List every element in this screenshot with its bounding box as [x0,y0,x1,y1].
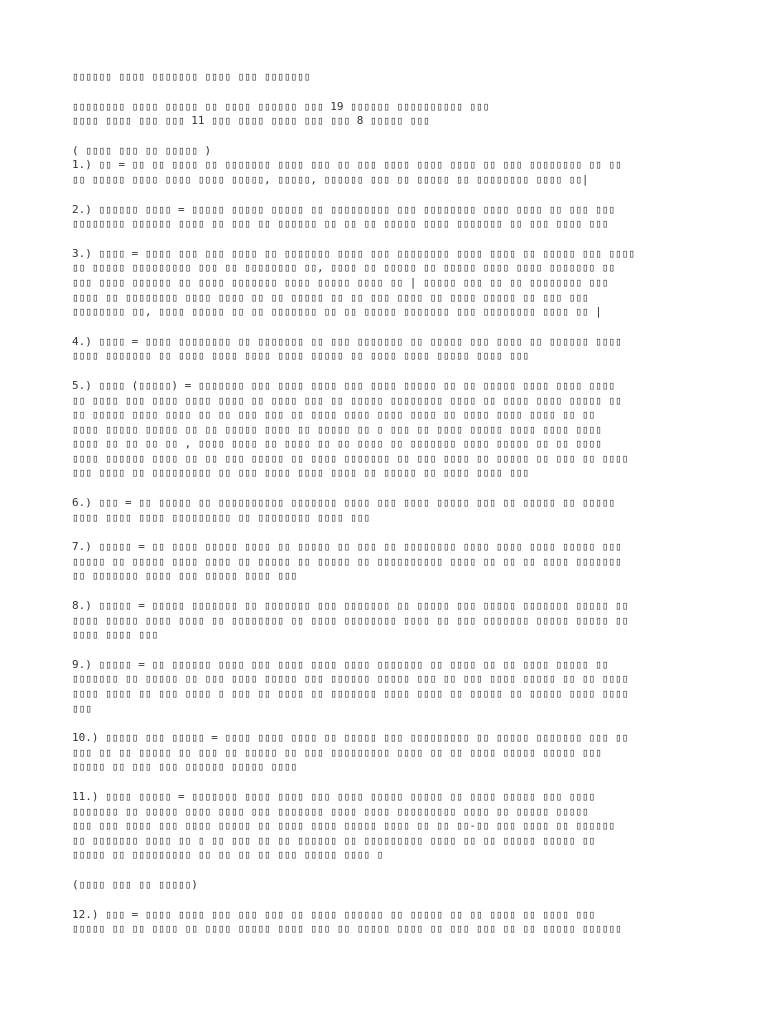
text-line: ▯▯▯▯▯ ▯▯ ▯▯▯ ▯▯▯ ▯▯▯▯▯▯ ▯▯▯▯▯ ▯▯▯▯ [72,760,298,774]
section-heading: (▯▯▯▯ ▯▯▯ ▯▯ ▯▯▯▯▯) [72,877,198,891]
text-line: 7.) ▯▯▯▯▯ = ▯▯ ▯▯▯▯ ▯▯▯▯▯ ▯▯▯▯ ▯▯ ▯▯▯▯▯ ▯▯ ▯▯▯ ▯▯ ▯▯▯▯▯▯▯▯ ▯▯▯▯ ▯▯▯▯ ▯▯▯▯ ▯▯▯▯▯ ▯▯▯ [72,540,622,554]
list-item-3 [72,247,702,320]
text-line: 1.) ▯▯ = ▯▯ ▯▯ ▯▯▯▯ ▯▯ ▯▯▯▯▯▯▯ ▯▯▯▯ ▯▯▯ ▯▯ ▯▯▯ ▯▯▯▯ ▯▯▯▯ ▯▯▯▯ ▯▯ ▯▯▯ ▯▯▯▯▯▯▯▯ ▯▯ ▯▯ [72,158,622,172]
text-line: ▯▯▯▯ ▯▯▯▯▯ ▯▯▯▯▯ ▯▯ ▯▯ ▯▯▯▯▯ ▯▯▯▯ ▯▯ ▯▯▯▯▯ ▯▯ ▯ ▯▯▯ ▯▯ ▯▯▯▯ ▯▯▯▯▯ ▯▯▯▯ ▯▯▯▯ ▯▯▯▯ [72,422,602,436]
text-line: ▯▯▯▯▯▯ ▯▯▯▯ ▯▯▯▯▯▯▯ ▯▯▯▯ ▯▯▯ ▯▯▯▯▯▯▯ [72,70,311,83]
list-item-11 [72,790,702,863]
text-line: ▯▯ ▯▯▯▯▯ ▯▯▯▯▯▯▯▯▯ ▯▯▯ ▯▯ ▯▯▯▯▯▯▯▯ ▯▯, ▯▯▯▯ ▯▯ ▯▯▯▯▯ ▯▯ ▯▯▯▯▯ ▯▯▯▯ ▯▯▯▯ ▯▯▯▯▯▯▯ ▯▯ [72,261,616,275]
text-line: 6.) ▯▯▯ = ▯▯ ▯▯▯▯▯ ▯▯ ▯▯▯▯▯▯▯▯▯▯ ▯▯▯▯▯▯▯ ▯▯▯▯ ▯▯▯ ▯▯▯▯ ▯▯▯▯▯ ▯▯▯ ▯▯ ▯▯▯▯▯ ▯▯ ▯▯▯▯▯ [72,496,616,510]
list-item-12 [72,908,702,937]
text-line: ▯▯▯▯▯ ▯▯ ▯▯ ▯▯▯▯ ▯▯ ▯▯▯▯ ▯▯▯▯▯ ▯▯▯▯ ▯▯▯ ▯▯ ▯▯▯▯▯ ▯▯▯▯ ▯▯ ▯▯▯ ▯▯▯ ▯▯ ▯▯ ▯▯▯▯▯ ▯▯▯▯▯▯ [72,922,622,936]
text-line: 9.) ▯▯▯▯▯ = ▯▯ ▯▯▯▯▯▯ ▯▯▯▯ ▯▯▯ ▯▯▯▯ ▯▯▯▯ ▯▯▯▯ ▯▯▯▯▯▯▯ ▯▯ ▯▯▯▯ ▯▯ ▯▯ ▯▯▯▯ ▯▯▯▯▯ ▯▯ [72,657,609,671]
text-line: ▯▯▯ ▯▯▯ ▯▯▯▯ ▯▯▯ ▯▯▯▯ ▯▯▯▯▯ ▯▯ ▯▯▯▯ ▯▯▯▯ ▯▯▯▯▯ ▯▯▯▯ ▯▯ ▯▯ ▯▯-▯▯ ▯▯▯ ▯▯▯▯ ▯▯ ▯▯▯▯▯▯ [72,819,616,833]
list-item-9 [72,658,702,716]
list-item-8 [72,599,702,643]
text-line: ▯▯▯▯▯ ▯▯ ▯▯▯▯▯ ▯▯▯▯ ▯▯▯▯ ▯▯ ▯▯▯▯▯ ▯▯ ▯▯▯▯▯ ▯▯ ▯▯▯▯▯▯▯▯▯▯ ▯▯▯▯ ▯▯ ▯▯ ▯▯ ▯▯▯▯ ▯▯▯▯▯▯▯ [72,554,622,568]
text-line: 3.) ▯▯▯▯ = ▯▯▯▯ ▯▯▯ ▯▯▯ ▯▯▯▯ ▯▯ ▯▯▯▯▯▯▯ ▯▯▯▯ ▯▯▯ ▯▯▯▯▯▯▯▯ ▯▯▯▯ ▯▯▯▯ ▯▯ ▯▯▯▯▯ ▯▯▯ ▯▯▯▯ [72,246,635,260]
text-line: 8.) ▯▯▯▯▯ = ▯▯▯▯▯ ▯▯▯▯▯▯▯ ▯▯ ▯▯▯▯▯▯▯ ▯▯▯ ▯▯▯▯▯▯▯ ▯▯ ▯▯▯▯▯ ▯▯▯ ▯▯▯▯▯ ▯▯▯▯▯▯▯ ▯▯▯▯▯ ▯▯ [72,599,629,613]
text-line: ▯▯▯▯ ▯▯▯▯ ▯▯▯ ▯▯▯ 11 ▯▯▯ ▯▯▯▯ ▯▯▯▯ ▯▯▯ ▯▯▯ 8 ▯▯▯▯▯ ▯▯▯ [72,114,430,128]
text-line: ▯▯ ▯▯▯▯▯ ▯▯▯▯ ▯▯▯▯ ▯▯ ▯▯ ▯▯▯ ▯▯▯ ▯▯ ▯▯▯▯ ▯▯▯▯ ▯▯▯▯ ▯▯▯▯ ▯▯ ▯▯▯▯ ▯▯▯▯ ▯▯▯▯ ▯▯ ▯▯ [72,408,596,422]
section-heading: ( ▯▯▯▯ ▯▯▯ ▯▯ ▯▯▯▯▯ ) [72,143,212,157]
text-line: ▯▯▯▯▯▯▯ ▯▯ ▯▯▯▯▯ ▯▯▯▯ ▯▯▯▯ ▯▯▯ ▯▯▯▯▯▯▯ ▯▯▯▯ ▯▯▯▯ ▯▯▯▯▯▯▯▯▯ ▯▯▯▯ ▯▯ ▯▯▯▯▯ ▯▯▯▯▯ [72,804,589,818]
text-line: ▯▯▯▯▯▯▯▯ ▯▯, ▯▯▯▯ ▯▯▯▯▯ ▯▯ ▯▯ ▯▯▯▯▯▯▯ ▯▯ ▯▯ ▯▯▯▯▯ ▯▯▯▯▯▯▯ ▯▯▯ ▯▯▯▯▯▯▯▯ ▯▯▯▯ ▯▯ | [72,305,602,319]
text-line: ▯▯ ▯▯▯▯▯▯▯ ▯▯▯▯ ▯▯ ▯ ▯▯ ▯▯▯ ▯▯ ▯▯ ▯▯▯▯▯▯ ▯▯ ▯▯▯▯▯▯▯▯▯ ▯▯▯▯ ▯▯ ▯▯ ▯▯▯▯▯ ▯▯▯▯▯ ▯▯ [72,833,596,847]
document-page [72,70,702,952]
text-line: ▯▯▯▯▯▯▯▯ ▯▯▯▯▯▯ ▯▯▯▯ ▯▯ ▯▯▯ ▯▯ ▯▯▯▯▯▯ ▯▯ ▯▯ ▯▯ ▯▯▯▯▯ ▯▯▯▯ ▯▯▯▯▯▯▯ ▯▯ ▯▯▯ ▯▯▯▯ ▯▯▯ [72,217,609,231]
list-item-10 [72,731,702,775]
list-item-4 [72,335,702,364]
text-line: ▯▯▯ ▯▯ ▯▯ ▯▯▯▯▯ ▯▯ ▯▯▯ ▯▯ ▯▯▯▯▯ ▯▯ ▯▯▯ ▯▯▯▯▯▯▯▯▯ ▯▯▯▯ ▯▯ ▯▯ ▯▯▯▯ ▯▯▯▯▯ ▯▯▯▯▯ ▯▯▯ [72,745,602,759]
text-line: ▯▯▯▯ ▯▯ ▯▯▯▯▯▯▯▯ ▯▯▯▯ ▯▯▯▯ ▯▯ ▯▯ ▯▯▯▯▯ ▯▯ ▯▯ ▯▯▯ ▯▯▯▯ ▯▯ ▯▯▯▯ ▯▯▯▯▯ ▯▯ ▯▯▯ ▯▯▯ [72,290,589,304]
text-line: ▯▯ ▯▯▯▯▯▯▯ ▯▯▯▯ ▯▯▯ ▯▯▯▯▯ ▯▯▯▯ ▯▯▯ [72,569,298,583]
list-item-1 [72,144,702,188]
text-line: 4.) ▯▯▯▯ = ▯▯▯▯ ▯▯▯▯▯▯▯▯ ▯▯ ▯▯▯▯▯▯▯ ▯▯ ▯▯▯ ▯▯▯▯▯▯▯ ▯▯ ▯▯▯▯▯ ▯▯▯ ▯▯▯▯ ▯▯ ▯▯▯▯▯▯ ▯▯▯▯ [72,334,622,348]
text-line: ▯▯▯▯ ▯▯▯▯ ▯▯▯▯ ▯▯▯▯▯▯▯▯▯ ▯▯ ▯▯▯▯▯▯▯▯ ▯▯▯▯ ▯▯▯ [72,510,371,524]
text-line: ▯▯▯▯ ▯▯▯▯ ▯▯ ▯▯▯ ▯▯▯▯ ▯ ▯▯▯ ▯▯ ▯▯▯▯ ▯▯ ▯▯▯▯▯▯▯ ▯▯▯▯ ▯▯▯▯ ▯▯ ▯▯▯▯▯ ▯▯ ▯▯▯▯▯ ▯▯▯▯ ▯▯▯▯ [72,687,629,700]
text-line: 5.) ▯▯▯▯ (▯▯▯▯▯) = ▯▯▯▯▯▯▯ ▯▯▯ ▯▯▯▯ ▯▯▯▯ ▯▯▯ ▯▯▯▯ ▯▯▯▯▯ ▯▯ ▯▯ ▯▯▯▯▯ ▯▯▯▯ ▯▯▯▯ ▯▯▯▯ [72,378,616,392]
text-line: ▯▯▯ ▯▯▯▯ ▯▯ ▯▯▯▯▯▯▯▯▯ ▯▯ ▯▯▯ ▯▯▯▯ ▯▯▯▯ ▯▯▯▯ ▯▯ ▯▯▯▯▯ ▯▯ ▯▯▯▯ ▯▯▯▯ ▯▯▯ [72,466,529,480]
text-line: ▯▯▯▯ ▯▯▯▯▯▯ ▯▯▯▯ ▯▯ ▯▯ ▯▯▯ ▯▯▯▯▯ ▯▯ ▯▯▯▯ ▯▯▯▯▯▯▯ ▯▯ ▯▯▯ ▯▯▯▯ ▯▯ ▯▯▯▯▯ ▯▯ ▯▯▯ ▯▯ ▯▯▯▯ [72,451,629,465]
text-line: ▯▯▯▯ ▯▯▯▯ ▯▯▯ [72,628,159,642]
list-item-7 [72,540,702,584]
text-line: ▯▯▯ ▯▯▯▯ ▯▯▯▯▯▯ ▯▯ ▯▯▯▯ ▯▯▯▯▯▯▯ ▯▯▯▯ ▯▯▯▯▯ ▯▯▯▯ ▯▯ | ▯▯▯▯▯ ▯▯▯ ▯▯ ▯▯ ▯▯▯▯▯▯▯▯ ▯▯▯ [72,275,609,289]
text-line: ▯▯▯ [72,701,92,715]
list-item-6 [72,496,702,525]
text-line: ▯▯▯▯▯▯▯▯ ▯▯▯▯ ▯▯▯▯▯ ▯▯ ▯▯▯▯ ▯▯▯▯▯▯ ▯▯▯ 19 ▯▯▯▯▯▯ ▯▯▯▯▯▯▯▯▯▯ ▯▯▯ [72,99,490,113]
list-item-5 [72,379,702,481]
text-line: ▯▯▯▯▯ ▯▯ ▯▯▯▯▯▯▯▯▯ ▯▯ ▯▯ ▯▯ ▯▯ ▯▯▯ ▯▯▯▯▯ ▯▯▯▯ ▯ [72,848,384,862]
text-line: 12.) ▯▯▯ = ▯▯▯▯ ▯▯▯▯ ▯▯▯ ▯▯▯ ▯▯▯ ▯▯ ▯▯▯▯ ▯▯▯▯▯▯ ▯▯ ▯▯▯▯▯ ▯▯ ▯▯ ▯▯▯▯ ▯▯ ▯▯▯▯ ▯▯▯ [72,907,596,921]
text-line: ▯▯▯▯▯▯▯ ▯▯ ▯▯▯▯▯ ▯▯ ▯▯▯ ▯▯▯▯ ▯▯▯▯▯ ▯▯▯ ▯▯▯▯▯▯ ▯▯▯▯▯ ▯▯▯ ▯▯ ▯▯▯ ▯▯▯▯ ▯▯▯▯▯ ▯▯ ▯▯ ▯▯▯▯ [72,672,629,686]
text-line: 2.) ▯▯▯▯▯▯ ▯▯▯▯ = ▯▯▯▯▯ ▯▯▯▯▯ ▯▯▯▯▯ ▯▯ ▯▯▯▯▯▯▯▯▯ ▯▯▯ ▯▯▯▯▯▯▯▯ ▯▯▯▯ ▯▯▯▯ ▯▯ ▯▯▯ ▯▯▯ [72,202,616,216]
text-line: ▯▯▯▯ ▯▯▯▯▯ ▯▯▯▯ ▯▯▯▯ ▯▯ ▯▯▯▯▯▯▯▯ ▯▯ ▯▯▯▯ ▯▯▯▯▯▯▯▯ ▯▯▯▯ ▯▯ ▯▯▯ ▯▯▯▯▯▯▯ ▯▯▯▯▯ ▯▯▯▯▯ ▯▯ [72,613,629,627]
text-line: ▯▯ ▯▯▯▯▯ ▯▯▯▯ ▯▯▯▯ ▯▯▯▯ ▯▯▯▯▯, ▯▯▯▯▯, ▯▯▯▯▯▯ ▯▯▯ ▯▯ ▯▯▯▯▯ ▯▯ ▯▯▯▯▯▯▯▯ ▯▯▯▯ ▯▯| [72,172,589,186]
intro-heading [72,70,702,85]
text-line: ▯▯▯▯ ▯▯ ▯▯ ▯▯ ▯▯ , ▯▯▯▯ ▯▯▯▯ ▯▯ ▯▯▯▯ ▯▯ ▯▯ ▯▯▯▯ ▯▯ ▯▯▯▯▯▯▯ ▯▯▯▯ ▯▯▯▯▯ ▯▯ ▯▯ ▯▯▯▯ [72,437,602,451]
text-line: ▯▯ ▯▯▯▯ ▯▯▯ ▯▯▯▯ ▯▯▯▯ ▯▯▯▯ ▯▯ ▯▯▯▯ ▯▯▯ ▯▯ ▯▯▯▯▯ ▯▯▯▯▯▯▯▯ ▯▯▯▯ ▯▯ ▯▯▯▯ ▯▯▯▯ ▯▯▯▯▯ ▯▯ [72,393,622,407]
text-line: 11.) ▯▯▯▯ ▯▯▯▯▯ = ▯▯▯▯▯▯▯ ▯▯▯▯ ▯▯▯▯ ▯▯▯ ▯▯▯▯ ▯▯▯▯▯ ▯▯▯▯▯ ▯▯ ▯▯▯▯ ▯▯▯▯▯ ▯▯▯ ▯▯▯▯ [72,789,596,803]
list-item-2 [72,203,702,232]
section-note [72,878,702,893]
text-line: 10.) ▯▯▯▯▯ ▯▯▯ ▯▯▯▯▯ = ▯▯▯▯ ▯▯▯▯ ▯▯▯▯ ▯▯ ▯▯▯▯▯ ▯▯▯ ▯▯▯▯▯▯▯▯▯ ▯▯ ▯▯▯▯▯ ▯▯▯▯▯▯▯ ▯▯▯ ▯▯ [72,731,629,745]
intro-paragraph [72,100,702,129]
text-line: ▯▯▯▯ ▯▯▯▯▯▯▯ ▯▯ ▯▯▯▯ ▯▯▯▯ ▯▯▯▯ ▯▯▯▯ ▯▯▯▯▯ ▯▯ ▯▯▯▯ ▯▯▯▯ ▯▯▯▯▯ ▯▯▯▯ ▯▯▯ [72,349,529,363]
